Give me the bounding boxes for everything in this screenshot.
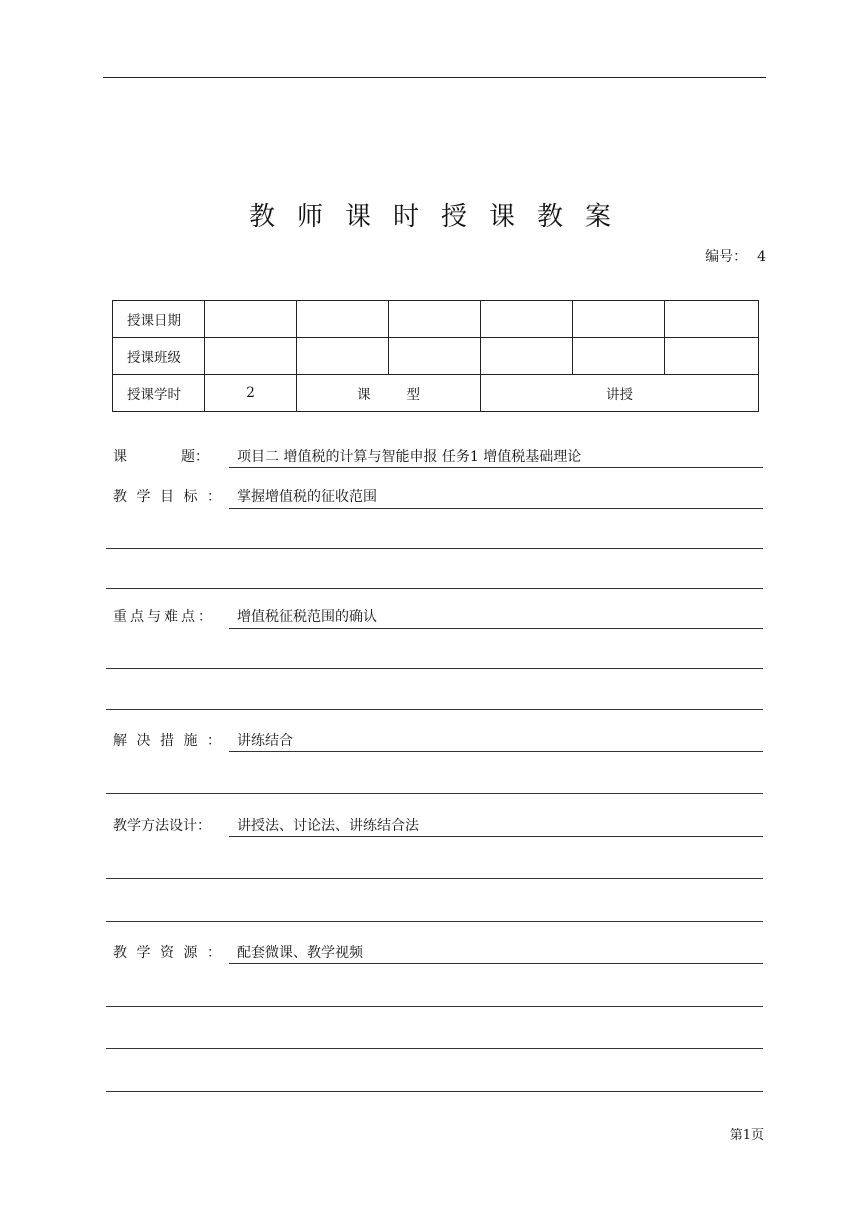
method-underline	[229, 836, 763, 837]
date-cell	[205, 301, 297, 338]
class-label: 授课班级	[113, 338, 205, 375]
method-blank-line	[106, 921, 763, 922]
date-cell	[665, 301, 759, 338]
doc-number	[705, 246, 766, 266]
type-label: 课型	[357, 387, 456, 403]
resources-blank-line	[106, 1048, 763, 1049]
lesson-info-table	[112, 300, 759, 412]
class-cell	[205, 338, 297, 375]
hours-label: 授课学时	[113, 375, 205, 412]
key-points-blank-line	[106, 709, 763, 710]
objective-value: 掌握增值税的征收范围	[237, 489, 377, 505]
key-points-blank-line	[106, 668, 763, 669]
solution-blank-line	[106, 793, 763, 794]
row-class	[113, 338, 759, 375]
class-cell	[389, 338, 481, 375]
header-rule	[103, 77, 766, 78]
class-cell	[665, 338, 759, 375]
topic-value: 项目二 增值税的计算与智能申报 任务1 增值税基础理论	[237, 449, 582, 465]
page-number: 第1页	[729, 1128, 764, 1143]
resources-value: 配套微课、教学视频	[237, 945, 363, 961]
objective-blank-line	[106, 548, 763, 549]
solution-value: 讲练结合	[237, 733, 293, 749]
row-date	[113, 301, 759, 338]
objective-label: 教学目标：	[113, 489, 231, 505]
type-value: 讲授	[481, 375, 759, 412]
hours-value: 2	[205, 375, 297, 412]
key-points-underline	[229, 628, 763, 629]
type-label-cell	[297, 375, 481, 412]
topic-underline	[229, 467, 763, 468]
class-cell	[481, 338, 573, 375]
method-value: 讲授法、讨论法、讲练结合法	[237, 818, 419, 834]
solution-label: 解决措施：	[113, 733, 231, 749]
doc-number-label: 编号：	[705, 249, 748, 265]
resources-underline	[229, 963, 763, 964]
page-title: 教师课时授课教案	[248, 202, 633, 232]
row-hours	[113, 375, 759, 412]
date-label: 授课日期	[113, 301, 205, 338]
key-points-label: 重点与难点：	[113, 609, 215, 625]
topic-label: 课题：	[113, 449, 209, 465]
solution-underline	[229, 751, 763, 752]
resources-blank-line	[106, 1006, 763, 1007]
date-cell	[297, 301, 389, 338]
objective-underline	[229, 508, 763, 509]
date-cell	[481, 301, 573, 338]
key-points-value: 增值税征税范围的确认	[237, 609, 377, 625]
objective-blank-line	[106, 588, 763, 589]
resources-label: 教学资源：	[113, 945, 231, 961]
date-cell	[389, 301, 481, 338]
class-cell	[573, 338, 665, 375]
date-cell	[573, 301, 665, 338]
doc-number-value: 4	[757, 249, 766, 265]
resources-blank-line	[106, 1091, 763, 1092]
class-cell	[297, 338, 389, 375]
method-blank-line	[106, 878, 763, 879]
method-label: 教学方法设计：	[113, 818, 211, 834]
